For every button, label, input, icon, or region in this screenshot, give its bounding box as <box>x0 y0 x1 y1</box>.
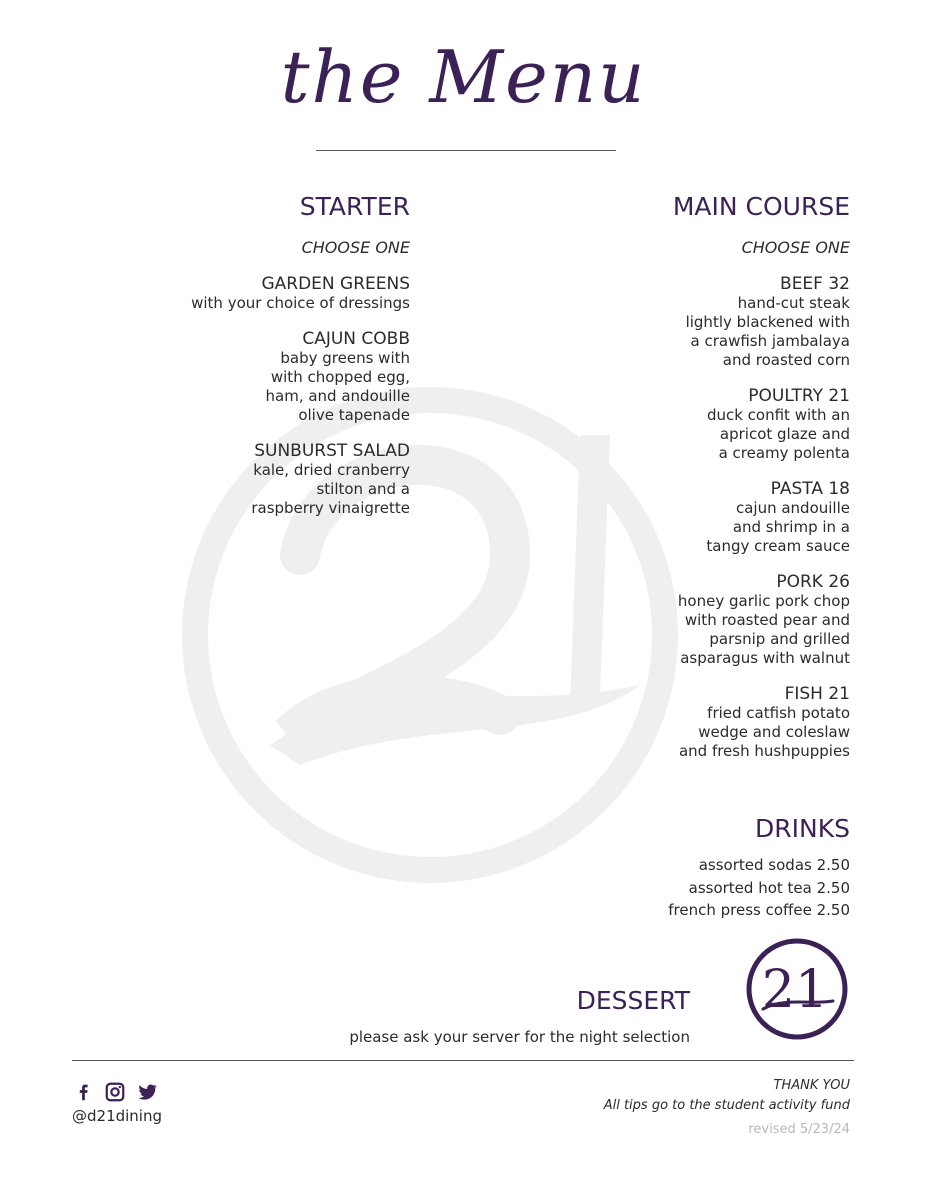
main-course-item-description: cajun andouille <box>735 499 850 517</box>
menu-title: the Menu <box>280 35 647 119</box>
main-course-item-name: PASTA 18 <box>770 479 850 499</box>
revised-date: revised 5/23/24 <box>748 1122 850 1137</box>
starter-item-description: baby greens with <box>280 349 410 367</box>
facebook-icon[interactable] <box>72 1081 94 1103</box>
footer-divider <box>72 1060 854 1061</box>
footer-thanks <box>450 1076 850 1140</box>
dessert-section <box>290 984 690 1048</box>
title-divider <box>316 150 616 151</box>
main-course-item-description: fried catfish potato <box>707 704 850 722</box>
starter-item-description: with chopped egg, <box>270 368 410 386</box>
social-icons <box>72 1080 158 1104</box>
drink-item: french press coffee 2.50 <box>668 901 850 919</box>
main-course-choose-label: CHOOSE ONE <box>741 238 850 257</box>
starter-choose-label: CHOOSE ONE <box>301 238 410 257</box>
main-course-item-description: and roasted corn <box>722 351 850 369</box>
main-course-item-name: BEEF 32 <box>780 274 850 294</box>
thank-you-text: THANK YOU <box>773 1078 850 1093</box>
main-course-item-description: apricot glaze and <box>719 425 850 443</box>
main-course-item-description: and shrimp in a <box>732 518 850 536</box>
main-course-item-name: FISH 21 <box>784 684 850 704</box>
main-course-item <box>530 572 850 668</box>
main-course-item-description: a creamy polenta <box>718 444 850 462</box>
main-course-item-description: a crawfish jambalaya <box>690 332 850 350</box>
dessert-heading: DESSERT <box>576 986 690 1015</box>
dessert-note: please ask your server for the night selection <box>349 1028 690 1046</box>
main-course-item <box>530 386 850 463</box>
main-course-item-description: duck confit with an <box>706 406 850 424</box>
drink-item: assorted sodas 2.50 <box>698 856 850 874</box>
starter-item-description: ham, and andouille <box>265 387 410 405</box>
starter-section <box>110 190 410 518</box>
starter-item <box>110 329 410 425</box>
starter-heading: STARTER <box>299 192 410 221</box>
starter-item <box>110 274 410 313</box>
main-course-heading: MAIN COURSE <box>672 192 850 221</box>
main-course-item-description: with roasted pear and <box>684 611 850 629</box>
tips-note: All tips go to the student activity fund <box>603 1098 850 1113</box>
starter-item-name: CAJUN COBB <box>302 329 410 349</box>
main-course-item-name: POULTRY 21 <box>748 386 850 406</box>
drinks-section <box>530 812 850 922</box>
main-course-item <box>530 479 850 556</box>
logo-text: 21 <box>761 960 829 1020</box>
drink-item: assorted hot tea 2.50 <box>688 878 850 897</box>
drinks-heading: DRINKS <box>755 814 850 843</box>
main-course-item-description: asparagus with walnut <box>680 649 850 667</box>
main-course-item <box>530 274 850 370</box>
starter-item-description: raspberry vinaigrette <box>251 499 410 517</box>
starter-item-description: kale, dried cranberry <box>253 461 410 479</box>
starter-item <box>110 441 410 518</box>
main-course-item-name: PORK 26 <box>776 572 850 592</box>
starter-item-name: SUNBURST SALAD <box>254 441 410 461</box>
starter-item-description: with your choice of dressings <box>191 294 410 312</box>
social-handle: @d21dining <box>72 1107 162 1125</box>
main-course-item <box>530 684 850 761</box>
main-course-item-description: lightly blackened with <box>685 313 850 331</box>
starter-item-description: stilton and a <box>316 480 410 498</box>
starter-item-name: GARDEN GREENS <box>261 274 410 294</box>
twitter-icon[interactable] <box>136 1081 158 1103</box>
main-course-item-description: hand-cut steak <box>737 294 850 312</box>
d21-logo <box>745 937 849 1041</box>
main-course-item-description: wedge and coleslaw <box>698 723 850 741</box>
main-course-section <box>530 190 850 761</box>
main-course-item-description: parsnip and grilled <box>709 630 850 648</box>
starter-item-description: olive tapenade <box>298 406 410 424</box>
main-course-item-description: and fresh hushpuppies <box>678 742 850 760</box>
main-course-item-description: honey garlic pork chop <box>677 592 850 610</box>
instagram-icon[interactable] <box>104 1081 126 1103</box>
main-course-item-description: tangy cream sauce <box>706 537 850 555</box>
